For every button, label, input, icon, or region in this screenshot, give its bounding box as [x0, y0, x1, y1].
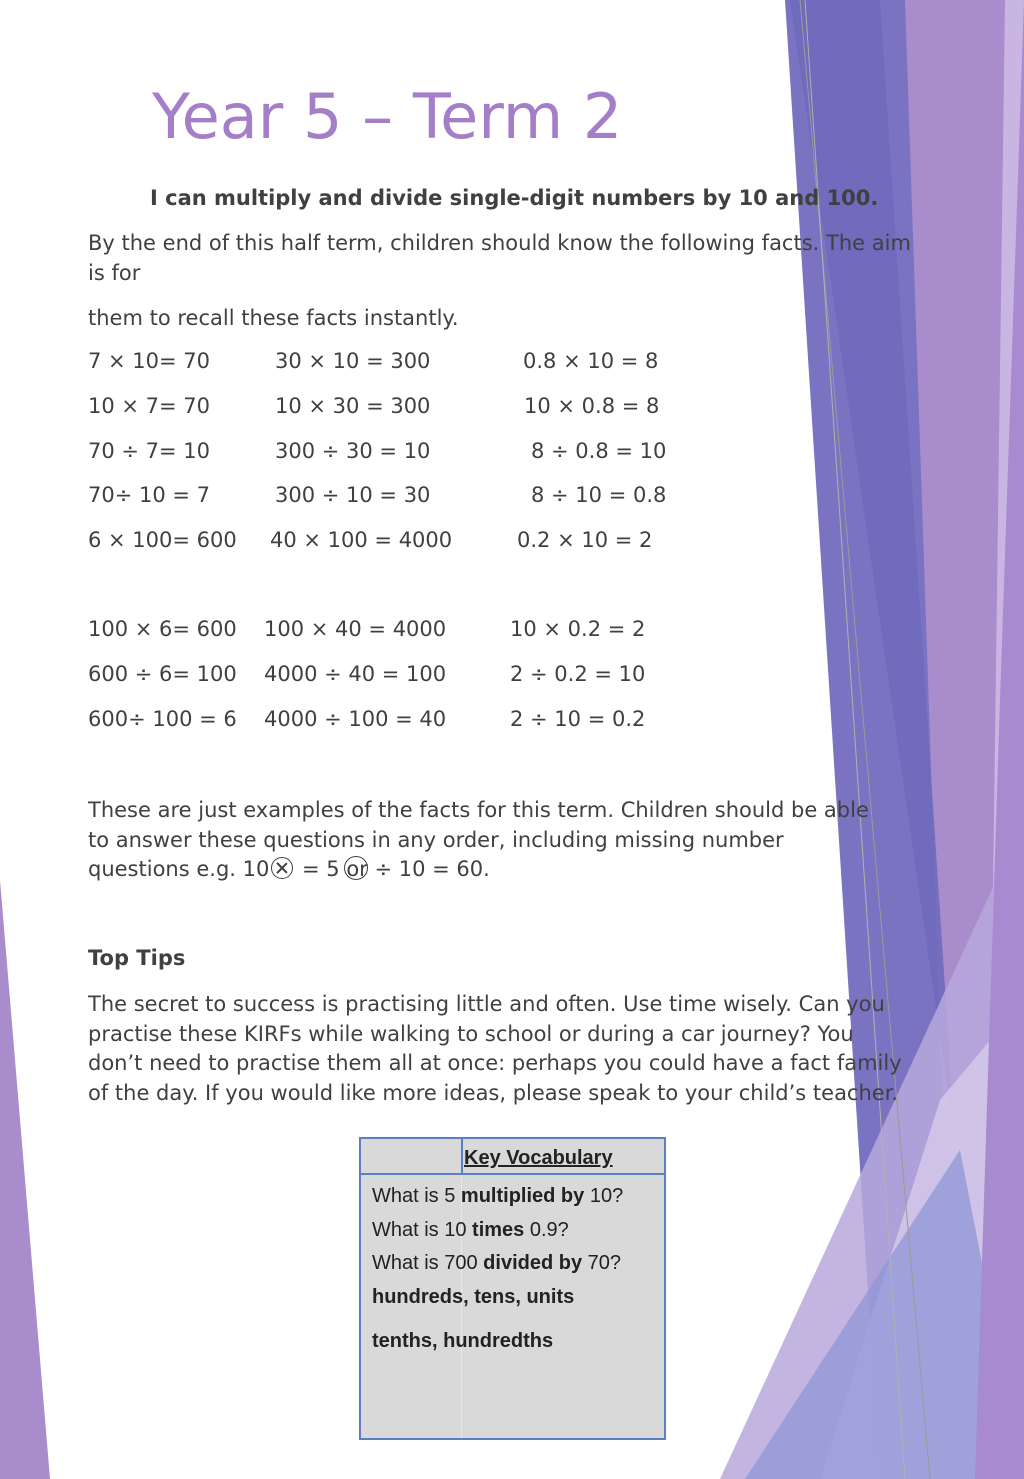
vocab-question [372, 1219, 569, 1242]
examples-paragraph [88, 796, 928, 885]
fact-cell: 2 ÷ 10 = 0.2 [510, 707, 646, 731]
vocab-text: 10? [584, 1185, 624, 1207]
fact-cell: 0.2 × 10 = 2 [517, 528, 653, 552]
examples-text: ÷ 10 = 60. [367, 857, 490, 881]
left-purple-strip [0, 880, 50, 1479]
fact-cell: 70 ÷ 7= 10 [88, 439, 211, 463]
fact-cell: 8 ÷ 0.8 = 10 [531, 439, 667, 463]
fact-cell: 10 × 0.8 = 8 [524, 394, 660, 418]
header-underline [361, 1173, 664, 1175]
page-title: Year 5 – Term 2 [152, 80, 623, 153]
examples-line [88, 855, 928, 885]
or-text: or [346, 857, 368, 881]
fact-cell: 4000 ÷ 100 = 40 [264, 707, 447, 731]
fact-cell: 600÷ 100 = 6 [88, 707, 237, 731]
vocab-text: 0.9? [524, 1219, 569, 1241]
header-divider [461, 1139, 463, 1173]
vocab-question [372, 1252, 621, 1275]
vocab-text: 70? [582, 1252, 622, 1274]
fact-cell: 100 × 6= 600 [88, 617, 237, 641]
intro-paragraph-continued: them to recall these facts instantly. [88, 306, 459, 330]
vocab-text: What is 5 [372, 1185, 461, 1207]
fact-cell: 600 ÷ 6= 100 [88, 662, 237, 686]
circled-or [346, 855, 367, 885]
key-vocabulary-box [359, 1137, 666, 1440]
fact-cell: 4000 ÷ 40 = 100 [264, 662, 447, 686]
vocab-term: divided by [483, 1252, 583, 1274]
fact-cell: 10 × 0.2 = 2 [510, 617, 646, 641]
vocab-terms: tenths, hundredths [372, 1330, 554, 1352]
fact-cell: 10 × 7= 70 [88, 394, 211, 418]
key-vocabulary-title: Key Vocabulary [464, 1147, 613, 1169]
fact-cell: 7 × 10= 70 [88, 349, 211, 373]
top-tips-heading: Top Tips [88, 946, 186, 970]
learning-objective: I can multiply and divide single-digit numbers by 10 and 100. [150, 186, 879, 210]
examples-line: to answer these questions in any order, including missing number [88, 827, 784, 852]
examples-line: These are just examples of the facts for this term. Children should be able [88, 798, 869, 822]
vocab-term: times [472, 1219, 525, 1241]
top-tips-text: The secret to success is practising little and often. Use time wisely. Can you practise these KIRFs while walking to school or during a car journey? You don’t need to practise them all at once: perhaps you could have a fact family of the day. If you would like more ideas, please speak to your child’s teacher. [88, 992, 902, 1105]
fact-cell: 0.8 × 10 = 8 [523, 349, 659, 373]
circled-times-icon [271, 857, 293, 879]
fact-cell: 30 × 10 = 300 [275, 349, 431, 373]
fact-cell: 2 ÷ 0.2 = 10 [510, 662, 646, 686]
fact-cell: 300 ÷ 30 = 10 [275, 439, 431, 463]
vocab-terms: hundreds, tens, units [372, 1286, 575, 1308]
examples-text: questions e.g. 10 [88, 857, 270, 881]
fact-cell: 10 × 30 = 300 [275, 394, 431, 418]
vocab-text: What is 700 [372, 1252, 484, 1274]
fact-cell: 300 ÷ 10 = 30 [275, 483, 431, 507]
vocab-question [372, 1185, 623, 1208]
fact-cell: 40 × 100 = 4000 [270, 528, 453, 552]
vocab-term: multiplied by [460, 1185, 585, 1207]
examples-text: = 5 [295, 857, 347, 881]
fact-cell: 70÷ 10 = 7 [88, 483, 211, 507]
fact-cell: 8 ÷ 10 = 0.8 [531, 483, 667, 507]
intro-paragraph: By the end of this half term, children should know the following facts. The aim is for [88, 231, 911, 285]
fact-cell: 6 × 100= 600 [88, 528, 237, 552]
fact-cell: 100 × 40 = 4000 [264, 617, 447, 641]
vocab-text: What is 10 [372, 1219, 473, 1241]
